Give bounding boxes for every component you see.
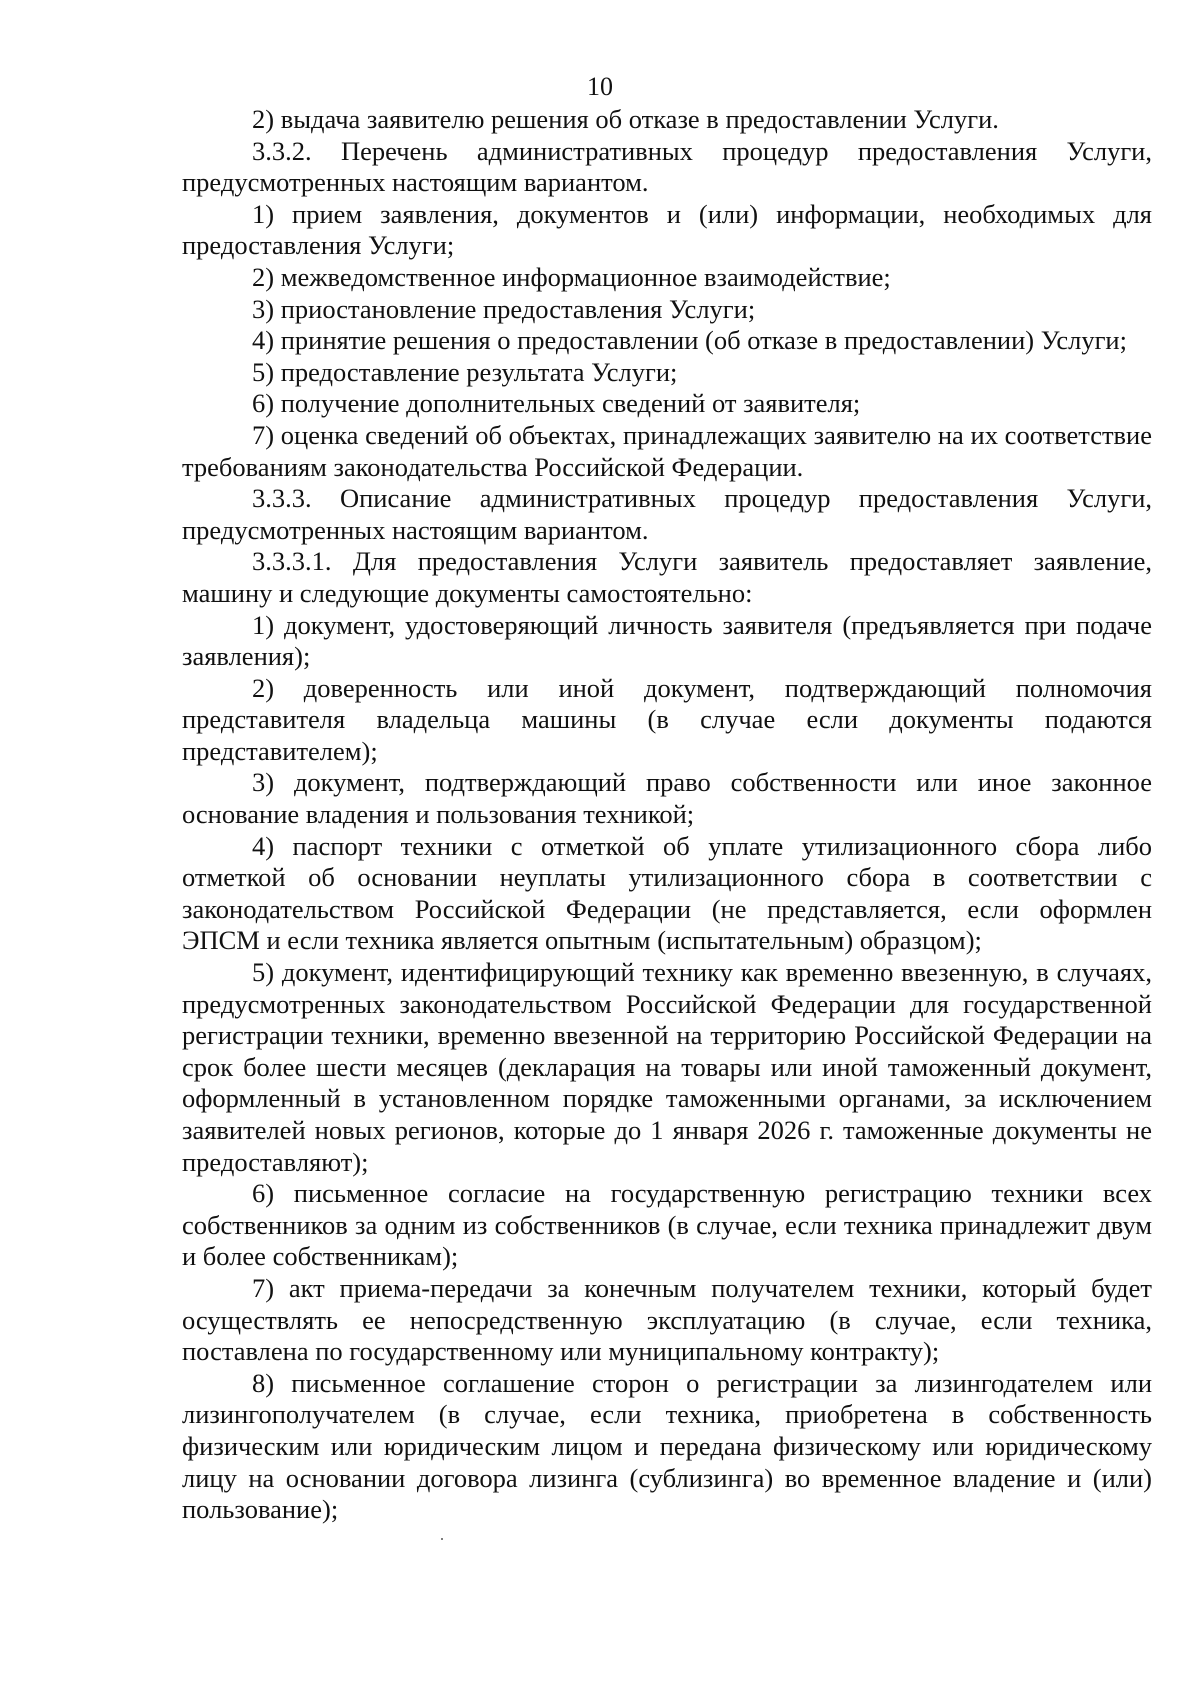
procedure-item-3: 3) приостановление предоставления Услуги; (252, 293, 756, 324)
paragraph-result-refusal: 2) выдача заявителю решения об отказе в предоставлении Услуги. (252, 104, 999, 134)
document-item-5: 5) документ, идентифицирующий технику как временно ввезенную, в случаях, предусмотренных законодательством Российской Федерации для государственной регистрации техники, временно ввезенной на территорию Российской Федерации на срок более шести месяцев (декларация на товары или иной таможенный документ, оформленный в установленном порядке таможенными органами, за исключением заявителей новых регионов, которые до 1 января 2026 г. таможенные документы не предоставляют); (182, 957, 1152, 1177)
document-item-8: 8) письменное соглашение сторон о регистрации за лизингодателем или лизингополучателем (в случае, если техника, приобретена в собственность физическим или юридическим лицом и передана физическому или юридическому лицу на основании договора лизинга (сублизинга) во временное владение и (или) пользование); (182, 1367, 1152, 1525)
document-item-4: 4) паспорт техники с отметкой об уплате утилизационного сбора либо отметкой об основании неуплаты утилизационного сбора в соответствии с законодательством Российской Федерации (не представляется, если оформлен ЭПСМ и если техника является опытным (испытательным) образцом); (182, 830, 1152, 956)
document-item-3: 3) документ, подтверждающий право собственности или иное законное основание владения и пользования техникой; (182, 767, 1152, 830)
paragraph-3-3-2-heading: 3.3.2. Перечень административных процедур предоставления Услуги, предусмотренных настоящим вариантом. (182, 135, 1152, 198)
procedure-item-1: 1) прием заявления, документов и (или) информации, необходимых для предоставления Услуги; (182, 198, 1152, 261)
document-item-7: 7) акт приема-передачи за конечным получателем техники, который будет осуществлять ее непосредственную эксплуатацию (в случае, если техника, поставлена по государственному или муниципальному контракту); (182, 1272, 1152, 1367)
page-number: 10 (587, 72, 613, 101)
document-body (182, 104, 1152, 1526)
scan-speck (441, 1538, 443, 1540)
procedure-item-6: 6) получение дополнительных сведений от заявителя; (252, 388, 861, 419)
document-item-1: 1) документ, удостоверяющий личность заявителя (предъявляется при подаче заявления); (182, 609, 1152, 672)
procedure-item-7: 7) оценка сведений об объектах, принадлежащих заявителю на их соответствие требованиям законодательства Российской Федерации. (182, 419, 1152, 482)
procedure-item-5: 5) предоставление результата Услуги; (252, 356, 678, 387)
paragraph-3-3-3-heading: 3.3.3. Описание административных процедур предоставления Услуги, предусмотренных настоящим вариантом. (182, 483, 1152, 545)
document-item-2: 2) доверенность или иной документ, подтверждающий полномочия представителя владельца машины (в случае если документы подаются представителем); (182, 672, 1152, 766)
document-item-6: 6) письменное согласие на государственную регистрацию техники всех собственников за одним из собственников (в случае, если техника принадлежит двум и более собственникам); (182, 1178, 1152, 1272)
paragraph-3-3-3-1: 3.3.3.1. Для предоставления Услуги заявитель предоставляет заявление, машину и следующие документы самостоятельно: (182, 546, 1152, 608)
procedure-item-4: 4) принятие решения о предоставлении (об отказе в предоставлении) Услуги; (252, 325, 1127, 356)
procedure-item-2: 2) межведомственное информационное взаимодействие; (252, 261, 891, 292)
